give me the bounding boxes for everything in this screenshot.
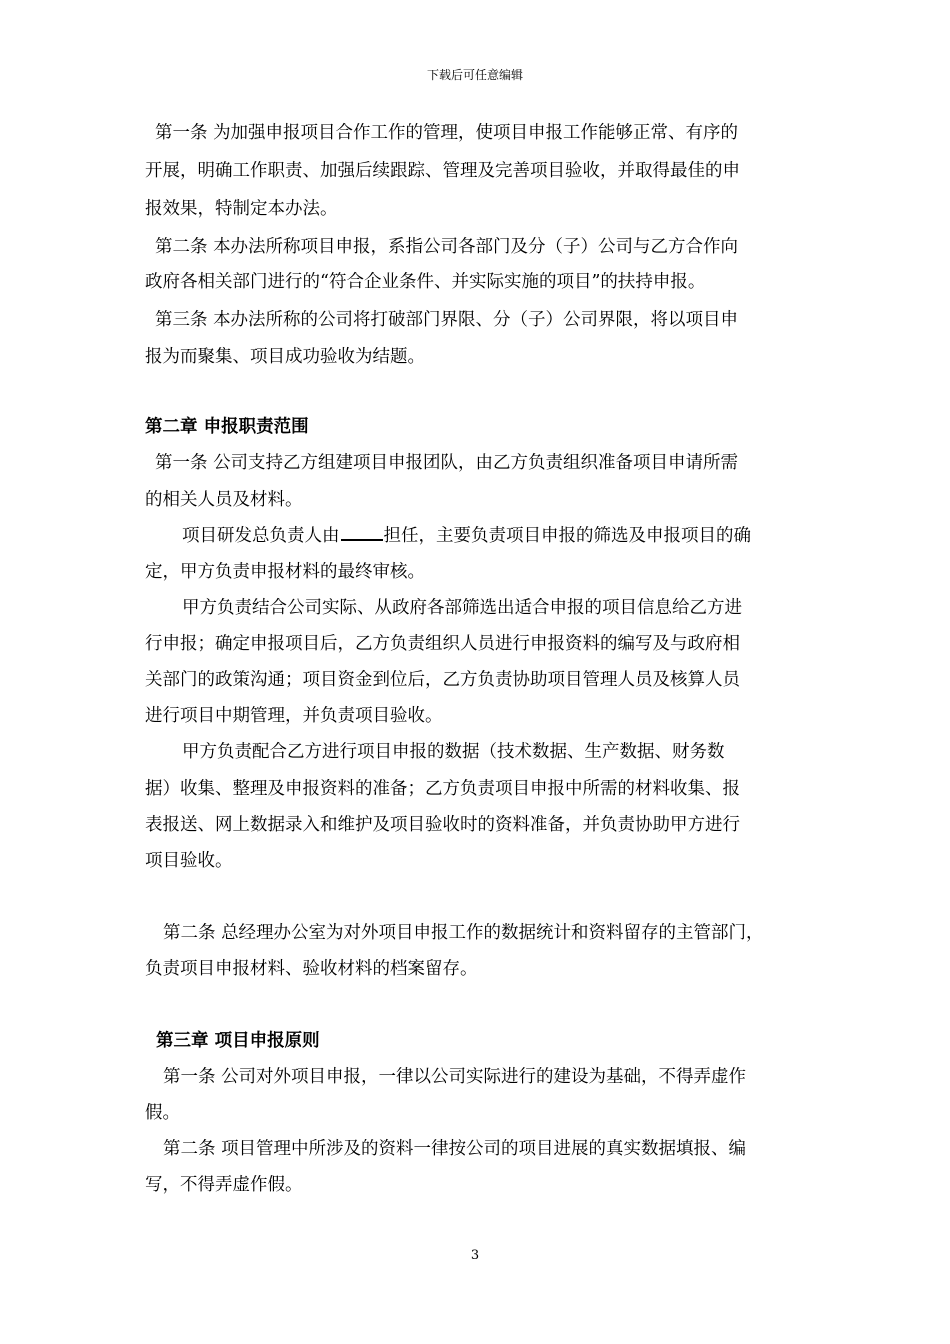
responsible-suffix: 担任，主要负责项目申报的筛选及申报项目的确: [383, 526, 751, 546]
article-2-line-1: 第二条 本办法所称项目申报，系指公司各部门及分（子）公司与乙方合作向: [155, 237, 739, 257]
ch2-article-1-line-1: 第一条 公司支持乙方组建项目申报团队，由乙方负责组织准备项目申请所需: [155, 453, 739, 473]
ch2-para-data-line-4: 项目验收。: [145, 851, 233, 871]
ch2-para-responsible-line-1: [182, 524, 751, 548]
article-1-line-2: 开展，明确工作职责、加强后续跟踪、管理及完善项目验收，并取得最佳的申: [145, 161, 740, 181]
article-1-line-1: 第一条 为加强申报项目合作工作的管理，使项目申报工作能够正常、有序的: [155, 123, 739, 143]
ch2-para-data-line-3: 表报送、网上数据录入和维护及项目验收时的资料准备，并负责协助甲方进行: [145, 815, 740, 835]
ch2-para-partyA-line-4: 进行项目中期管理，并负责项目验收。: [145, 706, 443, 726]
ch3-article-1-line-2: 假。: [145, 1103, 180, 1123]
ch2-para-partyA-line-2: 行申报；确定申报项目后，乙方负责组织人员进行申报资料的编写及与政府相: [145, 634, 740, 654]
article-3-line-2: 报为而聚集、项目成功验收为结题。: [145, 347, 425, 367]
responsible-prefix: 项目研发总负责人由: [182, 526, 340, 546]
ch2-para-responsible-line-2: 定，甲方负责申报材料的最终审核。: [145, 562, 425, 582]
ch2-para-partyA-line-1: 甲方负责结合公司实际、从政府各部筛选出适合申报的项目信息给乙方进: [182, 598, 742, 618]
ch2-para-data-line-1: 甲方负责配合乙方进行项目申报的数据（技术数据、生产数据、财务数: [182, 742, 725, 762]
article-1-line-3: 报效果，特制定本办法。: [145, 199, 338, 219]
ch2-para-partyA-line-3: 关部门的政策沟通；项目资金到位后，乙方负责协助项目管理人员及核算人员: [145, 670, 740, 690]
ch3-article-2-line-1: 第二条 项目管理中所涉及的资料一律按公司的项目进展的真实数据填报、编: [163, 1139, 747, 1159]
chapter-3-title: 第三章 项目申报原则: [156, 1031, 320, 1051]
chapter-2-title: 第二章 申报职责范围: [145, 417, 309, 437]
article-2-line-2: 政府各相关部门进行的“符合企业条件、并实际实施的项目”的扶持申报。: [145, 272, 706, 292]
ch2-para-data-line-2: 据）收集、整理及申报资料的准备；乙方负责项目申报中所需的材料收集、报: [145, 779, 740, 799]
ch2-article-2-line-2: 负责项目申报材料、验收材料的档案留存。: [145, 959, 478, 979]
page-number: 3: [470, 1248, 480, 1263]
page-header: 下载后可任意编辑: [426, 68, 523, 82]
ch3-article-1-line-1: 第一条 公司对外项目申报，一律以公司实际进行的建设为基础，不得弄虚作: [163, 1067, 747, 1087]
ch3-article-2-line-2: 写，不得弄虚作假。: [145, 1175, 303, 1195]
fill-in-blank: [341, 525, 383, 541]
ch2-article-1-line-2: 的相关人员及材料。: [145, 490, 303, 510]
ch2-article-2-line-1: 第二条 总经理办公室为对外项目申报工作的数据统计和资料留存的主管部门，: [163, 923, 764, 943]
article-3-line-1: 第三条 本办法所称的公司将打破部门界限、分（子）公司界限，将以项目申: [155, 310, 739, 330]
